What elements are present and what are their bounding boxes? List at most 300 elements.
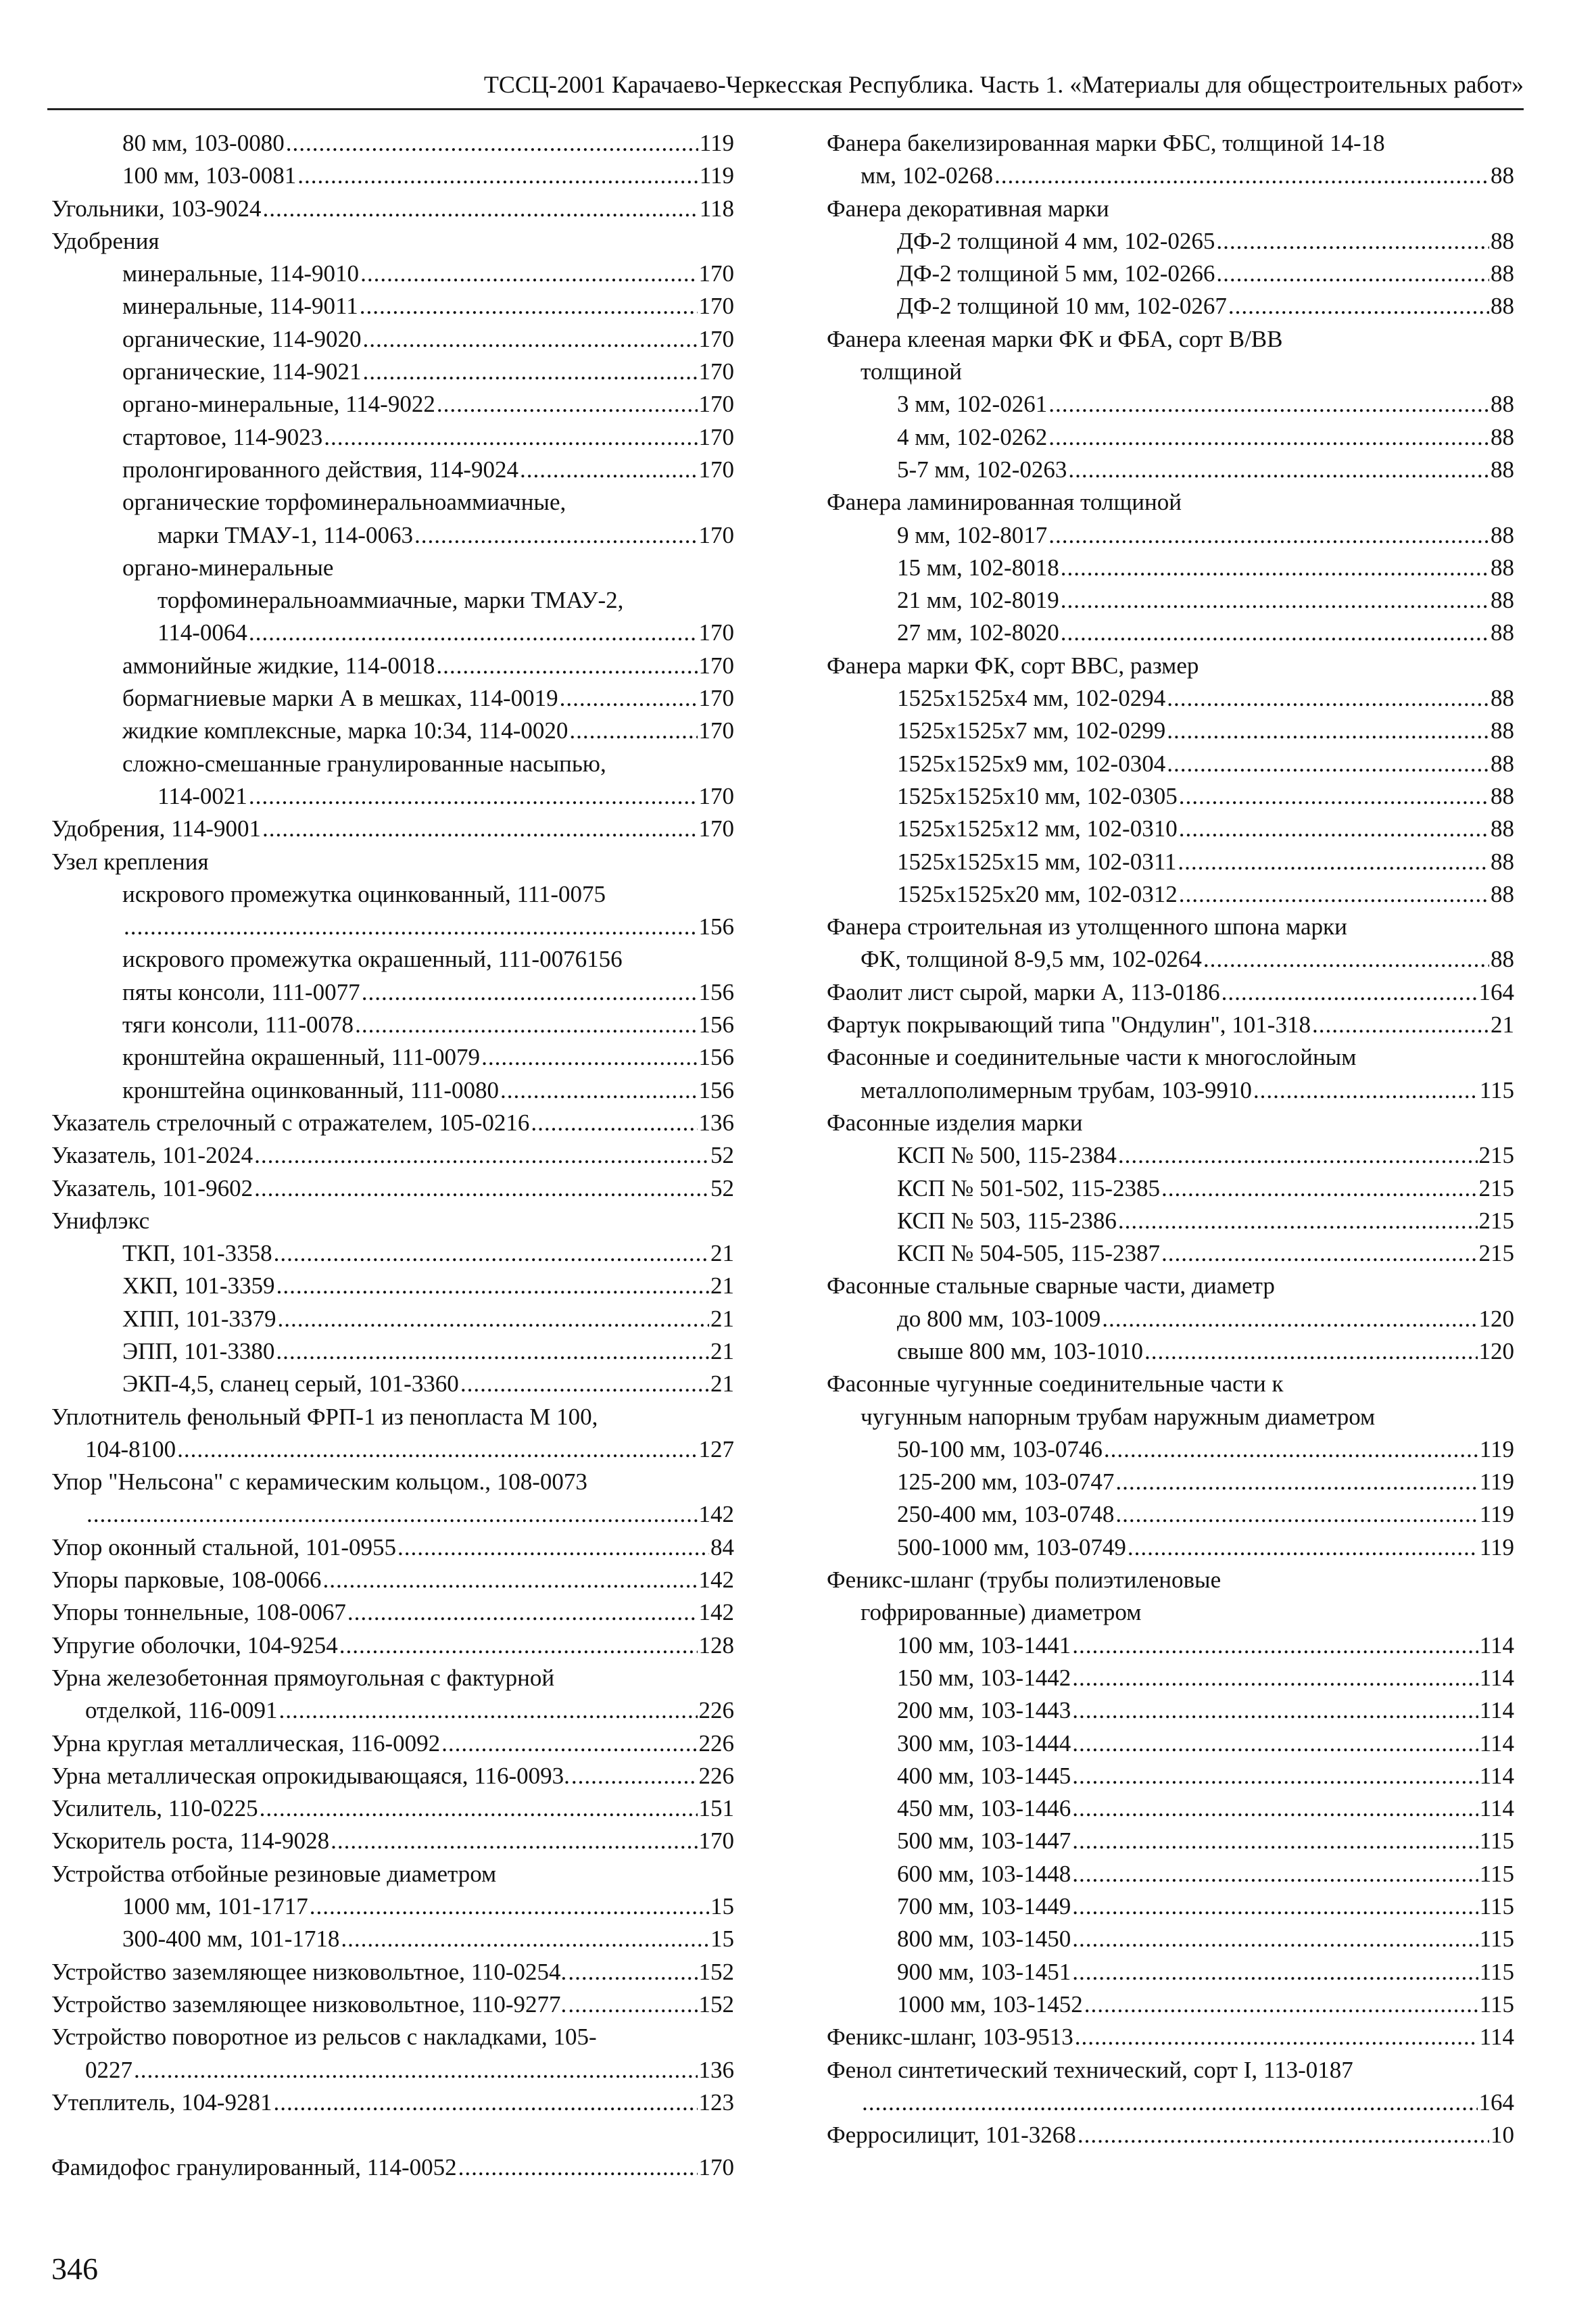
entry-text: 250-400 мм, 103-0748 [897, 1501, 1115, 1528]
dot-leader [1104, 1433, 1478, 1466]
entry-page: 215 [1478, 1240, 1514, 1267]
entry-page: 88 [1491, 293, 1514, 320]
entry-page: 88 [1491, 946, 1514, 973]
dot-leader [569, 715, 697, 747]
entry-text: 125-200 мм, 103-0747 [897, 1469, 1115, 1496]
entry-text: 800 мм, 103-1450 [897, 1926, 1071, 1953]
entry-page: 215 [1478, 1174, 1514, 1201]
entry-text: 1525x1525x20 мм, 102-0312 [897, 880, 1178, 907]
entry-page: 88 [1491, 260, 1514, 287]
entry-page: 88 [1491, 619, 1514, 646]
entry-page: 170 [698, 358, 734, 385]
dot-leader [276, 1270, 709, 1302]
entry-text: стартовое, 114-9023 [122, 423, 323, 450]
entry-text: марки ТМАУ-1, 114-0063 [158, 521, 413, 548]
entry-text: органические, 114-9021 [122, 358, 362, 385]
index-entry [51, 258, 734, 290]
entry-page: 52 [710, 1142, 734, 1169]
dot-leader [458, 2151, 698, 2184]
entry-text: КСП № 503, 115-2386 [897, 1207, 1117, 1234]
entry-text: 1525x1525x7 мм, 102-0299 [897, 717, 1166, 744]
dot-leader [1048, 519, 1489, 552]
index-entry [51, 1107, 734, 1139]
entry-page: 115 [1479, 1860, 1514, 1887]
dot-leader [1072, 1694, 1478, 1727]
entry-text: 1525x1525x4 мм, 102-0294 [897, 685, 1166, 712]
index-entry [827, 1988, 1514, 2021]
dot-leader [1061, 584, 1489, 617]
entry-text: бормагниевые марки А в мешках, 114-0019 [122, 685, 558, 712]
index-entry [51, 290, 734, 323]
index-entry [827, 1694, 1514, 1727]
entry-text: 9 мм, 102-8017 [897, 521, 1048, 548]
dot-leader [341, 1923, 709, 1955]
index-entry [827, 1792, 1514, 1825]
entry-text: отделкой, 116-0091 [85, 1697, 278, 1724]
entry-text: Урна круглая металлическая, 116-0092 [51, 1729, 441, 1757]
entry-page: 152 [698, 1990, 734, 2018]
index-entry [827, 1172, 1514, 1205]
index-entry: Фасонные изделия марки [827, 1109, 1083, 1136]
index-entry [827, 1662, 1514, 1694]
entry-text: 1525x1525x9 мм, 102-0304 [897, 750, 1166, 777]
entry-text: 1000 мм, 101-1717 [122, 1893, 308, 1920]
dot-leader [276, 1335, 709, 1368]
index-entry: Фанера клееная марки ФК и ФБА, сорт В/ВВ [827, 325, 1283, 352]
index-entry [51, 813, 734, 845]
index-entry [827, 780, 1514, 813]
entry-page: 156 [698, 1011, 734, 1039]
index-entry [51, 1303, 734, 1335]
entry-text: ХКП, 101-3359 [122, 1272, 275, 1299]
dot-leader [273, 2086, 697, 2119]
index-entry [51, 160, 734, 192]
dot-leader [310, 1890, 709, 1923]
index-entry [827, 1009, 1514, 1041]
entry-text: Фартук покрывающий типа "Ондулин", 101-318 [827, 1011, 1311, 1039]
entry-page: 136 [698, 2056, 734, 2083]
index-entry [51, 421, 734, 454]
dot-leader [437, 388, 698, 421]
dot-leader [1167, 682, 1489, 715]
entry-page: 136 [698, 1109, 734, 1136]
entry-page: 88 [1491, 423, 1514, 450]
entry-text: ФК, толщиной 8-9,5 мм, 102-0264 [861, 946, 1202, 973]
index-entry [827, 943, 1514, 976]
index-entry [827, 1498, 1514, 1531]
entry-page: 118 [699, 195, 734, 222]
index-entry [51, 454, 734, 486]
entry-text: Феникс-шланг, 103-9513 [827, 2024, 1073, 2051]
dot-leader [1072, 1760, 1478, 1792]
entry-text: Утеплитель, 104-9281 [51, 2089, 272, 2116]
entry-text: кронштейна оцинкованный, 111-0080 [122, 1076, 500, 1103]
dot-leader [263, 193, 698, 225]
entry-text: Упоры парковые, 108-0066 [51, 1567, 322, 1594]
entry-page: 21 [710, 1370, 734, 1398]
dot-leader [1072, 1923, 1478, 1955]
entry-page: 152 [698, 1958, 734, 1985]
dot-leader [460, 1368, 709, 1400]
index-entry: органические торфоминеральноаммиачные, [122, 489, 566, 516]
dot-leader [1072, 1858, 1478, 1890]
dot-leader [1075, 2021, 1478, 2053]
index-entry [51, 1988, 734, 2021]
entry-page: 15 [710, 1926, 734, 1953]
index-entry: Фанера бакелизированная марки ФБС, толщиной 14-18 [827, 130, 1385, 156]
index-entry [51, 1890, 734, 1923]
index-entry [827, 1531, 1514, 1564]
index-entry [827, 846, 1514, 878]
index-entry [827, 748, 1514, 780]
entry-page: 127 [698, 1435, 734, 1462]
entry-text: аммонийные жидкие, 114-0018 [122, 652, 435, 679]
entry-text: Ускоритель роста, 114-9028 [51, 1828, 330, 1855]
entry-text: 150 мм, 103-1442 [897, 1664, 1071, 1691]
index-entry [827, 2086, 1514, 2119]
index-entry [827, 584, 1514, 617]
entry-text: Указатель стрелочный с отражателем, 105-0216 [51, 1109, 530, 1136]
entry-text: 15 мм, 102-8018 [897, 554, 1059, 581]
entry-page: 170 [698, 325, 734, 352]
entry-page: 88 [1491, 227, 1514, 254]
entry-text: Указатель, 101-9602 [51, 1174, 253, 1201]
entry-page: 21 [710, 1272, 734, 1299]
index-entry [827, 1727, 1514, 1760]
dot-leader [441, 1727, 697, 1760]
entry-page: 170 [698, 423, 734, 450]
index-entry: торфоминеральноаммиачные, марки ТМАУ-2, [158, 587, 624, 614]
entry-text: пяты консоли, 111-0077 [122, 978, 360, 1005]
entry-page: 88 [1491, 162, 1514, 189]
entry-text: Фаолит лист сырой, марки А, 113-0186 [827, 978, 1220, 1005]
index-entry: Фасонные и соединительные части к многослойным [827, 1044, 1357, 1071]
index-entry [51, 1596, 734, 1629]
dot-leader [254, 1172, 709, 1205]
entry-text: 900 мм, 103-1451 [897, 1958, 1071, 1985]
index-entry: Унифлэкс [51, 1207, 150, 1234]
index-entry [51, 2151, 734, 2184]
entry-page: 10 [1491, 2122, 1514, 2149]
entry-text: Угольники, 103-9024 [51, 195, 262, 222]
entry-page: 156 [698, 1076, 734, 1103]
entry-text: металлополимерным трубам, 103-9910 [861, 1076, 1252, 1103]
index-entry [51, 1172, 734, 1205]
entry-page: 119 [1479, 1469, 1514, 1496]
entry-page: 88 [1491, 685, 1514, 712]
entry-text: минеральные, 114-9010 [122, 260, 360, 287]
index-entry [827, 813, 1514, 845]
entry-text: Упоры тоннельные, 108-0067 [51, 1599, 346, 1626]
entry-text: КСП № 501-502, 115-2385 [897, 1174, 1160, 1201]
index-entry: Уплотнитель фенольный ФРП-1 из пенопласта М 100, [51, 1403, 598, 1430]
dot-leader [297, 160, 698, 192]
entry-text: КСП № 504-505, 115-2387 [897, 1240, 1160, 1267]
index-gap [51, 2119, 734, 2151]
entry-page: 142 [698, 1501, 734, 1528]
dot-leader [360, 290, 698, 323]
dot-leader [500, 1074, 697, 1107]
dot-leader [1072, 1956, 1478, 1988]
entry-text: 4 мм, 102-0262 [897, 423, 1048, 450]
entry-text: ЭПП, 101-3380 [122, 1337, 275, 1364]
index-entry: чугунным напорным трубам наружным диаметром [861, 1403, 1376, 1430]
index-entry [827, 1760, 1514, 1792]
entry-text: 1525x1525x15 мм, 102-0311 [897, 848, 1177, 875]
entry-page: 170 [698, 293, 734, 320]
index-entry [51, 1270, 734, 1302]
entry-page: 170 [698, 456, 734, 483]
index-entry: Фасонные стальные сварные части, диаметр [827, 1272, 1275, 1299]
entry-text: 50-100 мм, 103-0746 [897, 1435, 1103, 1462]
entry-text: 100 мм, 103-1441 [897, 1631, 1071, 1658]
entry-text: ЭКП-4,5, сланец серый, 101-3360 [122, 1370, 459, 1398]
entry-text: до 800 мм, 103-1009 [897, 1305, 1101, 1332]
index-entry: Фанера декоративная марки [827, 195, 1109, 222]
entry-text: 1525x1525x10 мм, 102-0305 [897, 782, 1178, 809]
dot-leader [1228, 290, 1489, 323]
entry-page: 170 [698, 521, 734, 548]
entry-text: 21 мм, 102-8019 [897, 587, 1059, 614]
index-entry [51, 1629, 734, 1662]
entry-page: 164 [1478, 978, 1514, 1005]
dot-leader [1203, 943, 1489, 976]
dot-leader [1161, 1172, 1478, 1205]
dot-leader [520, 454, 698, 486]
dot-leader [436, 650, 697, 682]
index-entry: искрового промежутка окрашенный, 111-0076156 [122, 946, 623, 973]
index-entry [827, 1303, 1514, 1335]
entry-page: 52 [710, 1174, 734, 1201]
entry-page: 170 [698, 652, 734, 679]
index-entry: Урна железобетонная прямоугольная с фактурной [51, 1664, 555, 1691]
index-entry [51, 911, 734, 943]
index-entry [51, 1009, 734, 1041]
entry-page: 170 [698, 717, 734, 744]
entry-page: 114 [1479, 1795, 1514, 1822]
entry-page: 15 [710, 1893, 734, 1920]
entry-text: 114-0064 [158, 619, 247, 646]
dot-leader [414, 519, 698, 552]
entry-text: пролонгированного действия, 114-9024 [122, 456, 518, 483]
entry-text: 450 мм, 103-1446 [897, 1795, 1071, 1822]
index-entry: Феникс-шланг (трубы полиэтиленовые [827, 1567, 1222, 1594]
dot-leader [1312, 1009, 1489, 1041]
entry-page: 226 [698, 1697, 734, 1724]
index-entry [51, 780, 734, 813]
entry-text: ХПП, 101-3379 [122, 1305, 276, 1332]
dot-leader [360, 258, 697, 290]
index-entry [827, 1825, 1514, 1857]
entry-page: 120 [1478, 1305, 1514, 1332]
dot-leader [286, 127, 698, 160]
entry-text: 700 мм, 103-1449 [897, 1893, 1071, 1920]
entry-page: 120 [1478, 1337, 1514, 1364]
entry-page: 215 [1478, 1142, 1514, 1169]
index-entry [827, 617, 1514, 649]
index-entry [827, 552, 1514, 584]
index-entry [51, 127, 734, 160]
dot-leader [134, 2054, 698, 2086]
entry-page: 119 [699, 130, 734, 156]
index-entry [51, 1237, 734, 1270]
right-index-column [827, 127, 1514, 2151]
entry-page: 170 [698, 815, 734, 842]
entry-page: 84 [710, 1533, 734, 1560]
entry-text: 300 мм, 103-1444 [897, 1729, 1071, 1757]
index-entry [51, 682, 734, 715]
index-entry: искрового промежутка оцинкованный, 111-0075 [122, 880, 606, 907]
index-entry [827, 715, 1514, 747]
entry-page: 142 [698, 1599, 734, 1626]
entry-text: Устройство заземляющее низковольтное, 110-9277. [51, 1990, 567, 2018]
entry-text: Фамидофос гранулированный, 114-0052 [51, 2154, 457, 2181]
entry-text: Удобрения, 114-9001 [51, 815, 261, 842]
dot-leader [279, 1694, 698, 1727]
index-entry [51, 1923, 734, 1955]
index-entry: Удобрения [51, 227, 160, 254]
index-entry [51, 1368, 734, 1400]
entry-page: 226 [698, 1729, 734, 1757]
index-entry [51, 1139, 734, 1172]
entry-page: 88 [1491, 782, 1514, 809]
entry-page: 115 [1479, 1958, 1514, 1985]
dot-leader [560, 682, 698, 715]
index-entry [51, 1335, 734, 1368]
entry-text: Урна металлическая опрокидывающаяся, 116-0093. [51, 1762, 570, 1789]
dot-leader [1118, 1205, 1478, 1237]
entry-text: ДФ-2 толщиной 10 мм, 102-0267 [897, 293, 1227, 320]
index-entry [51, 2054, 734, 2086]
entry-page: 156 [698, 978, 734, 1005]
entry-page: 142 [698, 1567, 734, 1594]
entry-text: ДФ-2 толщиной 4 мм, 102-0265 [897, 227, 1215, 254]
entry-text: 104-8100 [85, 1435, 176, 1462]
index-entry [827, 1923, 1514, 1955]
entry-page: 119 [699, 162, 734, 189]
index-entry [827, 160, 1514, 192]
dot-leader [1222, 976, 1478, 1009]
index-entry [51, 1531, 734, 1564]
index-entry [827, 225, 1514, 258]
dot-leader [262, 813, 698, 845]
index-entry: сложно-смешанные гранулированные насыпью, [122, 750, 606, 777]
index-entry [827, 258, 1514, 290]
entry-page: 151 [698, 1795, 734, 1822]
entry-text: 3 мм, 102-0261 [897, 391, 1048, 418]
index-entry [51, 976, 734, 1009]
index-entry [51, 617, 734, 649]
entry-page: 119 [1479, 1533, 1514, 1560]
entry-page: 21 [710, 1305, 734, 1332]
entry-page: 88 [1491, 750, 1514, 777]
index-entry [827, 1335, 1514, 1368]
entry-text: свыше 800 мм, 103-1010 [897, 1337, 1144, 1364]
dot-leader [355, 1009, 697, 1041]
dot-leader [260, 1792, 698, 1825]
index-entry [51, 1074, 734, 1107]
running-header: ТССЦ-2001 Карачаево-Черкесская Республика. Часть 1. «Материалы для общестроительных работ» [47, 70, 1524, 110]
entry-text: 500 мм, 103-1447 [897, 1828, 1071, 1855]
entry-page: 88 [1491, 815, 1514, 842]
entry-page: 114 [1479, 1697, 1514, 1724]
entry-page: 88 [1491, 391, 1514, 418]
dot-leader [1061, 617, 1489, 649]
index-entry [51, 1792, 734, 1825]
entry-text: 300-400 мм, 101-1718 [122, 1926, 340, 1953]
entry-text: Упор оконный стальной, 101-0955 [51, 1533, 397, 1560]
dot-leader [1078, 2119, 1489, 2151]
index-entry: Фанера ламинированная толщиной [827, 489, 1182, 516]
entry-page: 114 [1479, 1631, 1514, 1658]
index-entry [827, 2119, 1514, 2151]
entry-text: органические, 114-9020 [122, 325, 362, 352]
entry-page: 88 [1491, 521, 1514, 548]
entry-text: жидкие комплексные, марка 10:34, 114-0020 [122, 717, 569, 744]
entry-page: 21 [1491, 1011, 1514, 1039]
entry-text: кронштейна окрашенный, 111-0079 [122, 1044, 481, 1071]
dot-leader [1115, 1498, 1478, 1531]
index-entry [51, 519, 734, 552]
entry-page: 170 [698, 685, 734, 712]
entry-page: 88 [1491, 554, 1514, 581]
index-entry [827, 1433, 1514, 1466]
entry-text: ТКП, 101-3358 [122, 1240, 272, 1267]
dot-leader [531, 1107, 697, 1139]
index-entry [51, 2086, 734, 2119]
left-index-column [51, 127, 734, 2185]
entry-page: 114 [1479, 2024, 1514, 2051]
entry-page: 114 [1479, 1729, 1514, 1757]
entry-page: 170 [698, 619, 734, 646]
dot-leader [1072, 1825, 1478, 1857]
dot-leader [249, 617, 698, 649]
entry-text: 100 мм, 103-0081 [122, 162, 297, 189]
index-entry [827, 1205, 1514, 1237]
index-entry [827, 2021, 1514, 2053]
entry-page: 170 [698, 391, 734, 418]
index-entry [51, 715, 734, 747]
dot-leader [1179, 780, 1489, 813]
index-entry [51, 1498, 734, 1531]
index-entry: толщиной [861, 358, 962, 385]
entry-text: Ферросилицит, 101-3268 [827, 2122, 1076, 2149]
entry-page: 170 [698, 1828, 734, 1855]
entry-text: мм, 102-0268 [861, 162, 993, 189]
entry-text: 200 мм, 103-1443 [897, 1697, 1071, 1724]
entry-page: 115 [1479, 1076, 1514, 1103]
index-entry: Устройство поворотное из рельсов с накладками, 105- [51, 2024, 597, 2051]
entry-text: 600 мм, 103-1448 [897, 1860, 1071, 1887]
index-entry [51, 1564, 734, 1596]
dot-leader [397, 1531, 709, 1564]
entry-page: 88 [1491, 880, 1514, 907]
dot-leader [274, 1237, 709, 1270]
index-entry [827, 421, 1514, 454]
index-entry [51, 1727, 734, 1760]
entry-text: КСП № 500, 115-2384 [897, 1142, 1117, 1169]
entry-text: Устройство заземляющее низковольтное, 110-0254. [51, 1958, 567, 1985]
index-entry [51, 323, 734, 356]
entry-page: 170 [698, 260, 734, 287]
dot-leader [1048, 388, 1489, 421]
dot-leader [1178, 846, 1489, 878]
dot-leader [363, 356, 698, 388]
index-entry [51, 388, 734, 421]
index-entry: Фасонные чугунные соединительные части к [827, 1370, 1284, 1398]
index-entry [51, 1956, 734, 1988]
dot-leader [1072, 1727, 1478, 1760]
